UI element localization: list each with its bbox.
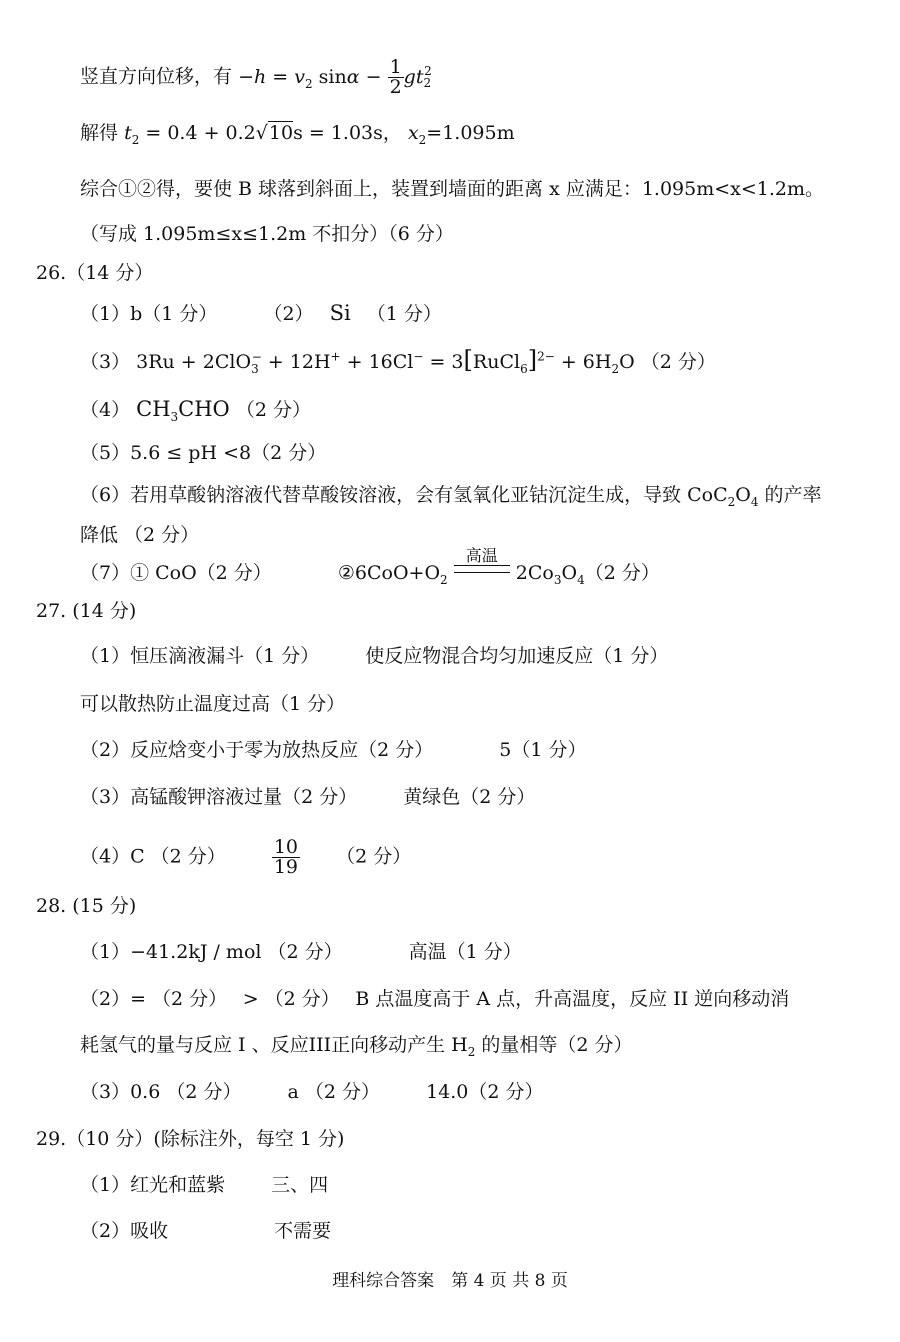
- q26-a7-eq-right: $2Co_3O_4(2$ 分）: [515, 562, 660, 587]
- q29-a1-part1: （1）红光和蓝紫: [80, 1174, 226, 1196]
- fraction-denominator: 19: [273, 856, 299, 878]
- q27-a3-part1: （3）高锰酸钾溶液过量（2 分）: [80, 786, 358, 808]
- q27-a1-part1: （1）恒压滴液漏斗（1 分）: [80, 645, 320, 667]
- q26-heading: 26.（14 分）: [36, 262, 154, 284]
- q26-answer-3: [80, 347, 716, 375]
- q27-answer-4: [80, 838, 411, 877]
- q27-a4-part1: （4）C （2 分）: [80, 845, 226, 868]
- vertical-text: 竖直方向位移，有: [80, 65, 233, 88]
- q26-answer-5: （5）5.6 ≤ pH <8（2 分）: [80, 442, 327, 464]
- solve-prefix: 解得: [80, 122, 119, 144]
- q29-heading: 29.（10 分）(除标注外，每空 1 分): [36, 1128, 345, 1150]
- q28-a3-part2: a （2 分）: [287, 1081, 381, 1103]
- q26-answer-7: [80, 546, 660, 587]
- q26-a2-score: （1 分）: [366, 303, 442, 325]
- vertical-displacement-line: [80, 58, 432, 97]
- q28-a1-part2: 高温（1 分）: [408, 941, 522, 963]
- high-temp-reaction-sign: [454, 546, 510, 579]
- x2-expression: $x_2=1.095m$: [407, 122, 515, 147]
- q28-answer-2-line1: （2）= （2 分） > （2 分） B 点温度高于 A 点，升高温度，反应 II 逆向移动消: [80, 988, 790, 1010]
- q28-answer-1: [80, 939, 522, 965]
- q28-a3-part3: 14.0（2 分）: [426, 1081, 544, 1103]
- q26-a3-equation: 3Ru + 2ClO$_3$− + 12H+ + 16Cl− = 3[RuCl$_6$]$^{2-}$ + $6H_2O$: [136, 346, 635, 376]
- q27-a4-fraction: [272, 838, 300, 877]
- q27-a2-part2: 5（1 分）: [499, 739, 587, 761]
- q27-a2-part1: （2）反应焓变小于零为放热反应（2 分）: [80, 739, 434, 761]
- q28-a3-part1: （3）0.6 （2 分）: [80, 1081, 242, 1103]
- q29-answer-1: [80, 1172, 328, 1198]
- q29-a1-part2: 三、四: [271, 1174, 329, 1196]
- q27-answer-2: [80, 737, 586, 763]
- q26-a7-eq-left: $②6CoO+O_2$: [337, 562, 448, 587]
- q27-answer-1-line2: 可以散热防止温度过高（1 分）: [80, 693, 346, 715]
- q27-a1-part2: 使反应物混合均匀加速反应（1 分）: [365, 645, 669, 667]
- q26-answer-1-2: [80, 300, 442, 327]
- q26-answer-6-line1: （6）若用草酸钠溶液代替草酸铵溶液，会有氢氧化亚钴沉淀生成，导致 $CoC_2O_4$ 的产率: [80, 484, 822, 509]
- q26-answer-4: [80, 396, 311, 423]
- q28-a1-part1: （1）−41.2kJ / mol （2 分）: [80, 941, 343, 963]
- q25-summary: 综合①②得，要使 B 球落到斜面上，装置到墙面的距离 x 应满足：1.095m<x<1.2m。: [80, 178, 825, 200]
- q26-a4-label: （4）: [80, 399, 131, 421]
- t2-expression: $t_2 = 0.4 + 0.2√10s = 1.03s$，: [124, 122, 408, 147]
- q29-a2-part2: 不需要: [274, 1220, 332, 1242]
- q26-a3-score: （2 分）: [640, 351, 716, 373]
- reaction-condition: 高温: [465, 546, 498, 565]
- q25-note: （写成 1.095m≤x≤1.2m 不扣分）（6 分）: [80, 223, 454, 245]
- vertical-equation: $-h = v_2$ sinα − $\frac{1}{2}$ $gt_2^2$: [238, 56, 432, 98]
- q26-a3-label: （3）: [80, 351, 131, 373]
- q28-answer-2-line2: 耗氢气的量与反应 I 、反应III正向移动产生 $H_2$ 的量相等（2 分）: [80, 1034, 633, 1059]
- fraction-numerator: 10: [273, 836, 299, 858]
- q27-answer-3: [80, 784, 535, 810]
- q26-a2-label: （2）: [263, 303, 314, 325]
- q29-a2-part1: （2）吸收: [80, 1220, 169, 1242]
- q26-a1: （1）b（1 分）: [80, 303, 218, 325]
- q26-a2-value: Si: [329, 301, 351, 325]
- q29-answer-2: [80, 1218, 331, 1244]
- q27-a4-score: （2 分）: [336, 845, 412, 868]
- q26-a4-score: （2 分）: [235, 399, 311, 421]
- page-footer: 理科综合答案 第 4 页 共 8 页: [332, 1271, 568, 1291]
- q27-a3-part2: 黄绿色（2 分）: [403, 786, 536, 808]
- q26-answer-6-line2: 降低 （2 分）: [80, 524, 200, 546]
- q27-answer-1: [80, 643, 668, 669]
- q28-heading: 28. (15 分): [36, 895, 137, 917]
- q26-a4-value: $CH_3CHO$: [136, 397, 230, 425]
- t2-solution-line: [80, 120, 515, 146]
- q28-answer-3: [80, 1079, 544, 1105]
- q27-heading: 27. (14 分): [36, 600, 137, 622]
- q26-a7-part1: （7）① CoO（2 分）: [80, 562, 272, 584]
